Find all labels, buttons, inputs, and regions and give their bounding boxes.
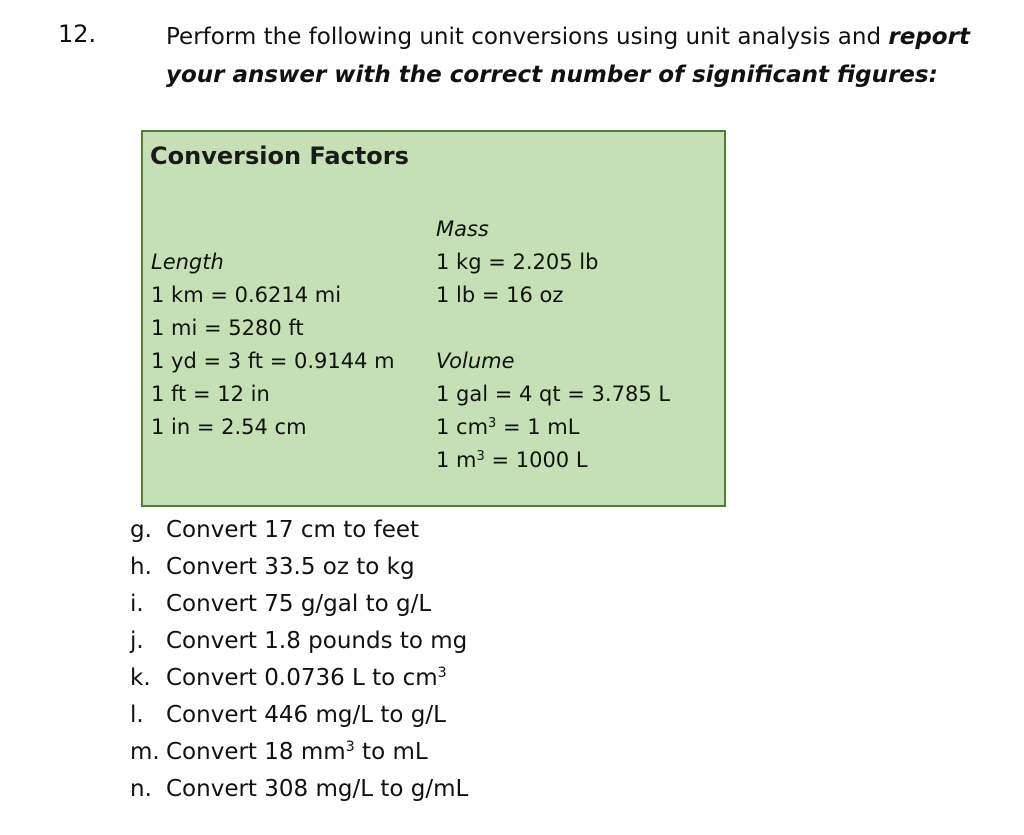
length-factor: 1 in = 2.54 cm xyxy=(151,415,307,439)
task-item xyxy=(130,549,468,586)
conversion-factors-box xyxy=(141,130,726,507)
task-letter: l. xyxy=(130,702,144,728)
mass-heading: Mass xyxy=(436,217,489,241)
task-text: Convert 75 g/gal to g/L xyxy=(166,591,432,617)
task-text-suffix: to mL xyxy=(354,739,428,765)
volume-factor xyxy=(436,415,579,439)
task-item xyxy=(130,512,468,549)
volume-factor-text: 1 m xyxy=(436,448,477,472)
volume-factor xyxy=(436,448,588,472)
length-factor: 1 ft = 12 in xyxy=(151,382,270,406)
superscript: 3 xyxy=(437,665,447,682)
task-text: Convert 308 mg/L to g/mL xyxy=(166,776,469,802)
task-item xyxy=(130,697,468,734)
task-letter: h. xyxy=(130,554,152,580)
question-number: 12. xyxy=(58,20,97,48)
mass-factor: 1 lb = 16 oz xyxy=(436,283,564,307)
task-letter: i. xyxy=(130,591,144,617)
task-text: Convert 1.8 pounds to mg xyxy=(166,628,468,654)
instruction-text: Perform the following unit conversions using unit analysis and xyxy=(166,24,889,50)
superscript: 3 xyxy=(345,739,355,756)
task-text: Convert 18 mm xyxy=(166,739,346,765)
task-text: Convert 446 mg/L to g/L xyxy=(166,702,446,728)
instruction-emphasis: report your answer with the correct number of significant figures: xyxy=(166,24,970,88)
task-text: Convert 33.5 oz to kg xyxy=(166,554,415,580)
volume-factor-text: = 1 mL xyxy=(496,415,580,439)
task-letter: g. xyxy=(130,517,152,543)
task-text: Convert 0.0736 L to cm xyxy=(166,665,438,691)
length-factor: 1 yd = 3 ft = 0.9144 m xyxy=(151,349,395,373)
superscript: 3 xyxy=(488,415,497,431)
task-item xyxy=(130,623,468,660)
task-letter: n. xyxy=(130,776,152,802)
mass-factor: 1 kg = 2.205 lb xyxy=(436,250,599,274)
superscript: 3 xyxy=(476,448,485,464)
task-letter: j. xyxy=(130,628,144,654)
volume-heading: Volume xyxy=(436,349,515,373)
task-letter: k. xyxy=(130,665,151,691)
length-factor: 1 km = 0.6214 mi xyxy=(151,283,342,307)
volume-factor-text: 1 cm xyxy=(436,415,489,439)
task-letter: m. xyxy=(130,739,160,765)
volume-factor: 1 gal = 4 qt = 3.785 L xyxy=(436,382,671,406)
question-instruction xyxy=(166,18,976,94)
length-heading: Length xyxy=(151,250,224,274)
task-item xyxy=(130,771,468,808)
task-text: Convert 17 cm to feet xyxy=(166,517,420,543)
task-list xyxy=(130,512,468,808)
volume-factor-text: = 1000 L xyxy=(484,448,588,472)
task-item xyxy=(130,586,468,623)
task-item xyxy=(130,734,468,771)
length-factor: 1 mi = 5280 ft xyxy=(151,316,304,340)
conversion-factors-title: Conversion Factors xyxy=(150,142,409,170)
task-item xyxy=(130,660,468,697)
